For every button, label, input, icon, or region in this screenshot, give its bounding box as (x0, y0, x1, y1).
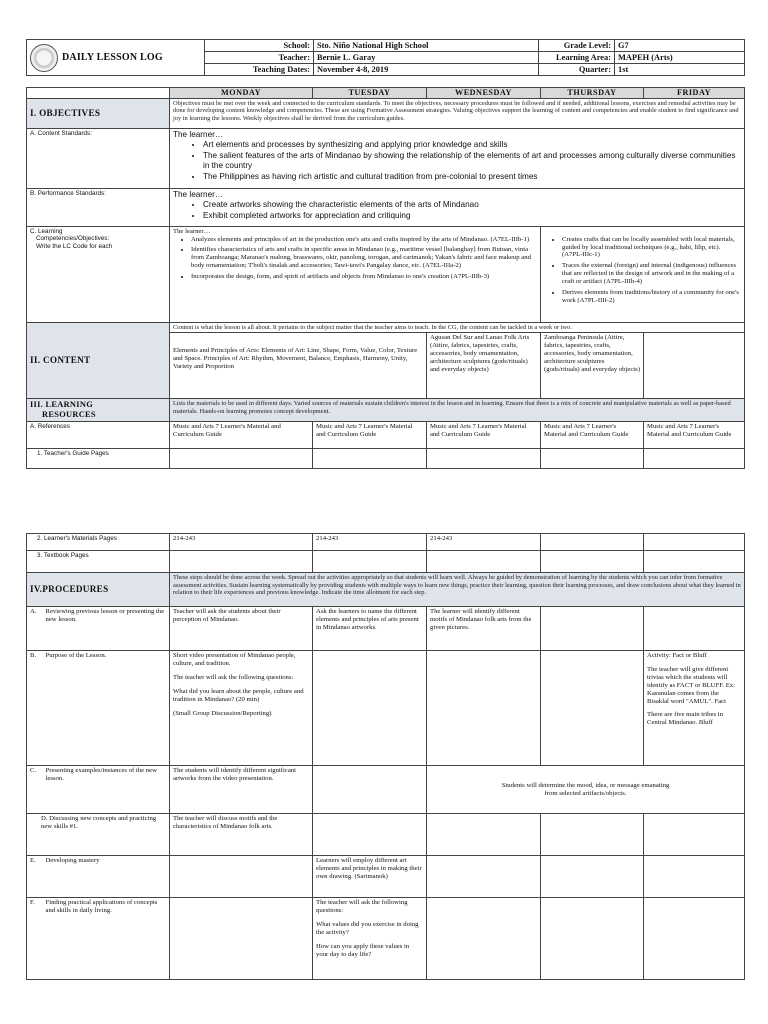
content-thursday: Zamboanga Peninsula (Attire, fabrics, tapestries, crafts, accessories, body ornamentation, architecture sculptures (gods/rituals) and everyday objects) (541, 333, 644, 399)
proc-c-tuesday (313, 766, 427, 814)
textbook-label: 3. Textbook Pages (27, 551, 170, 573)
resources-heading (27, 399, 170, 422)
competencies-label-line-1: C. Learning (30, 227, 63, 235)
lm-tuesday: 214-243 (313, 534, 427, 551)
deped-seal-icon (30, 44, 58, 72)
proc-a-tuesday: Ask the learners to name the different elements and principles of arts present in Mindanao artworks. (313, 607, 427, 651)
proc-c-thursday-text: Students will determine the mood, idea, or message emanating from selected artifacts/objects. (501, 781, 670, 797)
proc-f-tue-text: The teacher will ask the following questions: (316, 899, 408, 914)
proc-f-tuesday (313, 898, 427, 980)
competency-item: • Identifies characteristics of arts and crafts in specific areas in Mindanao (e.g., maritime vessel [balanghay] from Butuan, vinta from Zamboanga; Maranao's malong, brasswares, okir, panolong, torogan, and carimanok; Yakan's fabric and face makeup and body ornamentation; T'boli's tinalak and accessories; Tawi-tawi's Pangalay dance, etc. (A7EL-IIIa-2) (191, 246, 537, 270)
resources-note: Lists the materials to be used in different days. Varied sources of materials sustain children's interest in the lesson and in learning. Ensure that there is a mix of concrete and manipulative materials as well as paper-based materials. Hands-on learning promotes concept development. (170, 399, 745, 422)
tg-tuesday (313, 449, 427, 469)
content-standards-cell (170, 128, 745, 188)
day-header-blank (27, 88, 170, 99)
competency-item: • Incorporates the design, form, and spirit of artifacts and objects from Mindanao to one's creation (A7PL-IIIb-3) (191, 273, 537, 281)
content-heading: II. CONTENT (27, 322, 170, 399)
proc-f-wednesday (427, 898, 541, 980)
proc-e-thursday (541, 856, 644, 898)
tg-monday (170, 449, 313, 469)
content-standard-item: • The Philippines as having rich artistic and cultural tradition from pre-colonial to present times (203, 172, 741, 183)
competencies-intro: The learner… (173, 227, 211, 235)
teacher-value: Bernie L. Garay (314, 52, 539, 64)
day-header-thursday: THURSDAY (541, 88, 644, 99)
proc-f-label: Finding practical applications of concepts and skills in daily living. (43, 898, 170, 980)
lesson-table-part-1 (26, 87, 745, 469)
content-standard-item: • Art elements and processes by synthesizing and applying prior knowledge and skills (203, 140, 741, 151)
header-table (26, 39, 745, 76)
proc-b-monday (170, 651, 313, 766)
teacher-label: Teacher: (205, 52, 314, 64)
tg-wednesday (427, 449, 541, 469)
performance-standard-item: • Create artworks showing the characteristic elements of the arts of Mindanao (203, 200, 741, 211)
proc-e-tuesday: Learners will employ different art elements and principles in making their own drawing. (Sarimanok) (313, 856, 427, 898)
document-title: DAILY LESSON LOG (62, 52, 163, 63)
proc-b-fri-text: The teacher will give different trivias which the students will identify as FACT or BLUFF. Ex: Kasunulan comes from the Bisaklal word "AMUL". Fact (647, 665, 736, 705)
day-header-wednesday: WEDNESDAY (427, 88, 541, 99)
performance-standards-cell (170, 188, 745, 226)
tg-friday (644, 449, 745, 469)
proc-b-fri-text: Activity: Fact or Bluff (647, 652, 707, 659)
competency-item: • Derives elements from traditions/history of a community for one's work (A7PL-IIIf-2) (562, 289, 741, 305)
competencies-label (27, 226, 170, 322)
proc-f-thursday (541, 898, 644, 980)
proc-b-mon-text: (Small Group Discussion/Reporting) (173, 709, 272, 717)
grade-label: Grade Level: (539, 40, 615, 52)
area-label: Learning Area: (539, 52, 615, 64)
references-label: A. References (27, 422, 170, 449)
school-value: Sto. Niño National High School (314, 40, 539, 52)
lm-thursday (541, 534, 644, 551)
day-header-monday: MONDAY (170, 88, 313, 99)
proc-b-thursday (541, 651, 644, 766)
competencies-label-line-3: Write the LC Code for each (36, 242, 113, 250)
competency-item: • Analyzes elements and principles of art in the production one's arts and crafts inspired by the arts of Mindanao. (A7EL-IIIb-1) (191, 236, 537, 244)
content-friday (644, 333, 745, 399)
competency-item: • Traces the external (foreign) and internal (indigenous) influences that are reflected in the design of artwork and in the making of a craft or artifact (A7PL-IIIh-4) (562, 262, 741, 286)
proc-b-letter: B. (27, 651, 43, 766)
objectives-note: Objectives must be met over the week and connected to the curriculum standards. To meet the objectives, necessary procedures must be followed and if needed, additional lessons, exercises and remedial activities may be done for developing content knowledge and competencies. These are using Formative Assessment strategies. Valuing objectives support the learning of content and competencies and enable student to find significance and joy in learning the lessons. Weekly objectives shall be derived from the curriculum guides. (170, 98, 745, 128)
teachers-guide-label: 1. Teacher's Guide Pages (27, 449, 170, 469)
quarter-label: Quarter: (539, 64, 615, 76)
content-standards-list (173, 140, 741, 182)
area-value: MAPEH (Arts) (615, 52, 745, 64)
proc-f-monday (170, 898, 313, 980)
objectives-heading: I. OBJECTIVES (27, 98, 170, 128)
lm-friday (644, 534, 745, 551)
proc-e-letter: E. (27, 856, 43, 898)
performance-standards-list (173, 200, 741, 221)
competency-item: • Creates crafts that can be locally assembled with local materials, guided by local traditional techniques (e.g., habi, lilip, etc). (A7PL-IIIc-1) (562, 236, 741, 260)
proc-f-tue-text: What values did you exercise in doing the activity? (316, 920, 419, 936)
tb-monday (170, 551, 313, 573)
reference-friday: Music and Arts 7 Learner's Material and Curriculum Guide (644, 422, 745, 449)
proc-b-mon-text: The teacher will ask the following questions: (173, 673, 294, 681)
reference-thursday: Music and Arts 7 Learner's Material and Curriculum Guide (541, 422, 644, 449)
dates-label: Teaching Dates: (205, 64, 314, 76)
reference-tuesday: Music and Arts 7 Learner's Material and Curriculum Guide (313, 422, 427, 449)
quarter-value: 1st (615, 64, 745, 76)
grade-value: G7 (615, 40, 745, 52)
proc-b-mon-text: What did you learn about the people, culture and tradition in Mindanao? (20 min) (173, 687, 304, 703)
reference-wednesday: Music and Arts 7 Learner's Material and Curriculum Guide (427, 422, 541, 449)
tg-thursday (541, 449, 644, 469)
proc-f-letter: F. (27, 898, 43, 980)
performance-standards-label: B. Performance Standards: (27, 188, 170, 226)
competencies-right-list (544, 236, 741, 305)
learners-materials-label: 2. Learner's Materials Pages (27, 534, 170, 551)
resources-heading-line-1: III. LEARNING (30, 400, 94, 410)
proc-b-friday (644, 651, 745, 766)
competencies-right-cell (541, 226, 745, 322)
performance-standard-item: • Exhibit completed artworks for appreciation and critiquing (203, 211, 741, 222)
reference-monday: Music and Arts 7 Learner's Material and Curriculum Guide (170, 422, 313, 449)
proc-d-friday (644, 814, 745, 856)
lm-wednesday: 214-243 (427, 534, 541, 551)
proc-f-tue-text: How can you apply these values in your day to day life? (316, 942, 410, 958)
proc-e-wednesday (427, 856, 541, 898)
content-wednesday: Agusan Del Sur and Lanao Folk Arts (Attire, fabrics, tapestries, crafts, accessories, body ornamentation, architecture sculptures (gods/rituals) and everyday objects) (427, 333, 541, 399)
proc-b-mon-text: Short video presentation of Mindanao people, culture, and tradition. (173, 652, 296, 667)
proc-b-wednesday (427, 651, 541, 766)
proc-d-monday: The teacher will discuss motifs and the characteristics of Mindanao folk arts. (170, 814, 313, 856)
school-label: School: (205, 40, 314, 52)
tb-tuesday (313, 551, 427, 573)
proc-e-friday (644, 856, 745, 898)
lesson-table-part-2 (26, 533, 745, 980)
day-header-tuesday: TUESDAY (313, 88, 427, 99)
content-standards-label: A. Content Standards: (27, 128, 170, 188)
proc-b-fri-text: There are five main tribes in Central Mindanao. Bluff (647, 711, 723, 727)
competencies-left-cell (170, 226, 541, 322)
content-standard-item: • The salient features of the arts of Mindanao by showing the relationship of the elements of art and processes among culturally diverse communities in the country (203, 151, 741, 172)
content-standards-intro: The learner… (173, 129, 224, 139)
proc-f-friday (644, 898, 745, 980)
proc-c-wed-fri (427, 766, 745, 814)
proc-a-letter: A. (27, 607, 43, 651)
proc-e-label: Developing mastery (43, 856, 170, 898)
proc-a-monday: Teacher will ask the students about their perception of Mindanao. (170, 607, 313, 651)
header-logo-cell (27, 40, 205, 76)
proc-d-tuesday (313, 814, 427, 856)
performance-standards-intro: The learner… (173, 189, 224, 199)
proc-d-thursday (541, 814, 644, 856)
content-mon-tue: Elements and Principles of Arts: Elements of Art: Line, Shape, Form, Value, Color, Texture and Space. Principles of Art: Rhythm, Movement, Balance, Emphasis, Harmony, Unity, Variety and Proportion (170, 333, 427, 399)
proc-c-letter: C. (27, 766, 43, 814)
tb-friday (644, 551, 745, 573)
proc-a-wednesday: The learner will identify different motifs of Mindanao folk arts from the given pictures. (427, 607, 541, 651)
resources-heading-line-2: RESOURCES (42, 410, 96, 420)
proc-c-label: Presenting examples/instances of the new lesson. (43, 766, 170, 814)
tb-thursday (541, 551, 644, 573)
procedures-note: These steps should be done across the week. Spread out the activities appropriately so that students will learn well. Always be guided by demonstration of learning by the students which you can infer from formative assessment activities. Sustain learning systematically by providing students with multiple ways to learn new things, practice their learning, question their learning processes, and draw conclusions about what they learned in relation to their life experiences and previous knowledge. Indicate the time allotment for each step. (170, 573, 745, 607)
proc-a-friday (644, 607, 745, 651)
procedures-heading: IV.PROCEDURES (27, 573, 170, 607)
content-note: Content is what the lesson is all about. It pertains to the subject matter that the teacher aims to teach. In the CG, the content can be tackled in a week or two. (170, 322, 745, 333)
proc-d-label: D. Discussing new concepts and practicing new skills #1. (27, 814, 170, 856)
proc-a-thursday (541, 607, 644, 651)
competencies-left-list (173, 236, 537, 282)
proc-c-monday: The students will identify different significant artworks from the video presentation. (170, 766, 313, 814)
proc-e-monday (170, 856, 313, 898)
proc-a-label: Reviewing previous lesson or presenting the new lesson. (43, 607, 170, 651)
dates-value: November 4-8, 2019 (314, 64, 539, 76)
day-header-friday: FRIDAY (644, 88, 745, 99)
competencies-label-line-2: Competencies/Objectives: (36, 235, 110, 243)
proc-b-tuesday (313, 651, 427, 766)
tb-wednesday (427, 551, 541, 573)
proc-d-wednesday (427, 814, 541, 856)
proc-b-label: Purpose of the Lesson. (43, 651, 170, 766)
lm-monday: 214-243 (170, 534, 313, 551)
